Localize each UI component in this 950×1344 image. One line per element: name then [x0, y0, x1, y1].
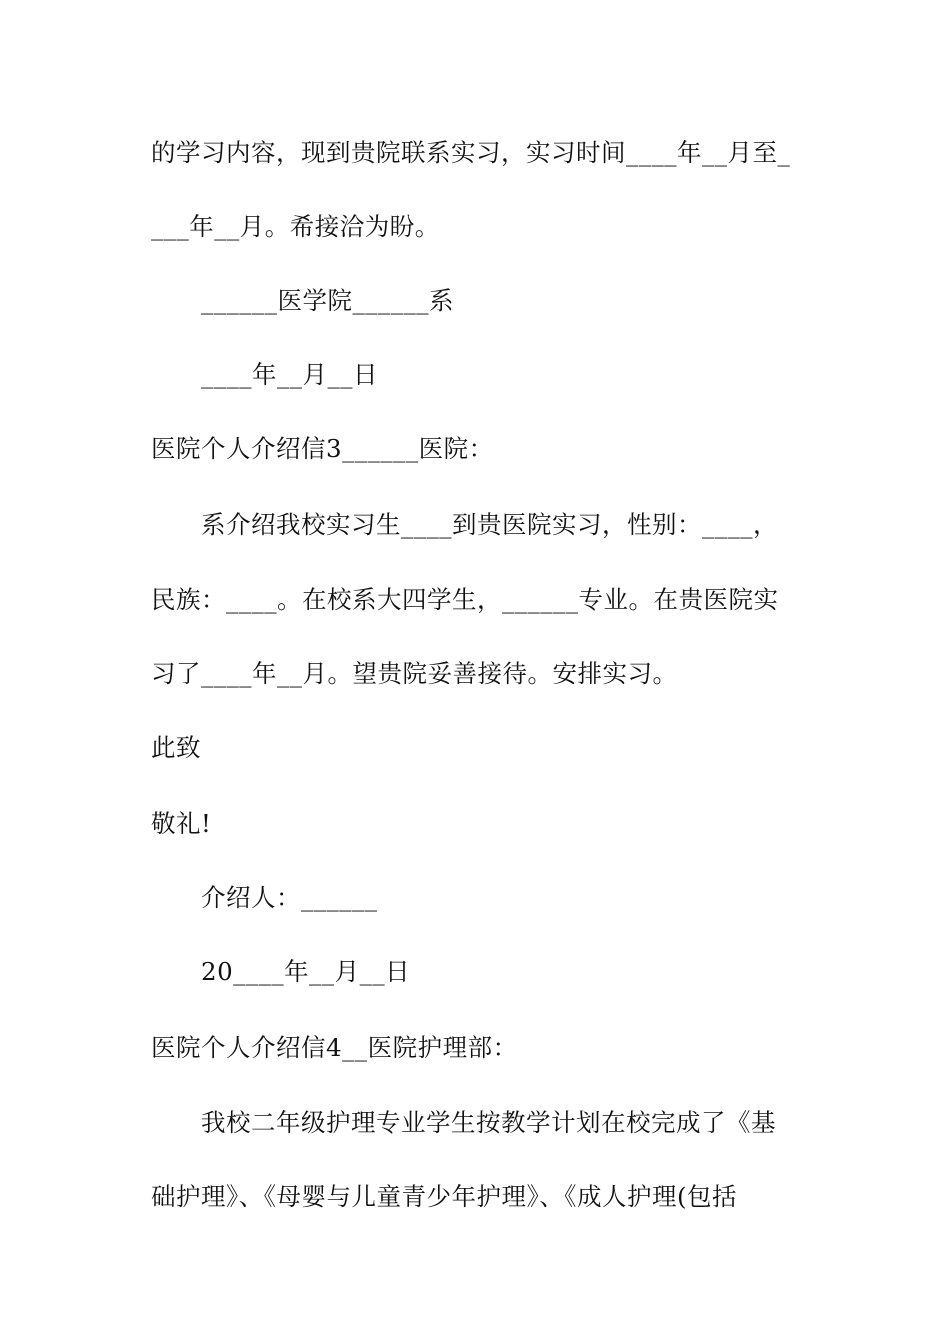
closing-cizhi: 此致 [151, 733, 201, 762]
date-line-1: ____年__月__日 [201, 360, 378, 389]
introducer-line: 介绍人：______ [201, 883, 378, 912]
letter-3-body-line-3: 习了____年__月。望贵院妥善接待。安排实习。 [151, 659, 678, 688]
signature-school-line: ______医学院______系 [201, 286, 454, 315]
letter-4-body-line-2: 础护理》、《母婴与儿童青少年护理》、《成人护理(包括 [151, 1182, 738, 1211]
letter-3-heading: 医院个人介绍信3______医院： [151, 434, 494, 463]
letter-4-body-line-1: 我校二年级护理专业学生按教学计划在校完成了《基 [201, 1108, 776, 1137]
date-line-2: 20____年__月__日 [201, 957, 411, 986]
closing-jingli: 敬礼! [151, 809, 212, 838]
text-line-1: 的学习内容，现到贵院联系实习，实习时间____年__月至_ [151, 138, 791, 167]
letter-3-body-line-2: 民族：____。在校系大四学生，______专业。在贵医院实 [151, 585, 779, 614]
text-line-2: ___年__月。希接洽为盼。 [151, 212, 440, 241]
letter-3-body-line-1: 系介绍我校实习生____到贵医院实习，性别：____， [201, 510, 778, 539]
letter-4-heading: 医院个人介绍信4__医院护理部： [151, 1033, 518, 1062]
